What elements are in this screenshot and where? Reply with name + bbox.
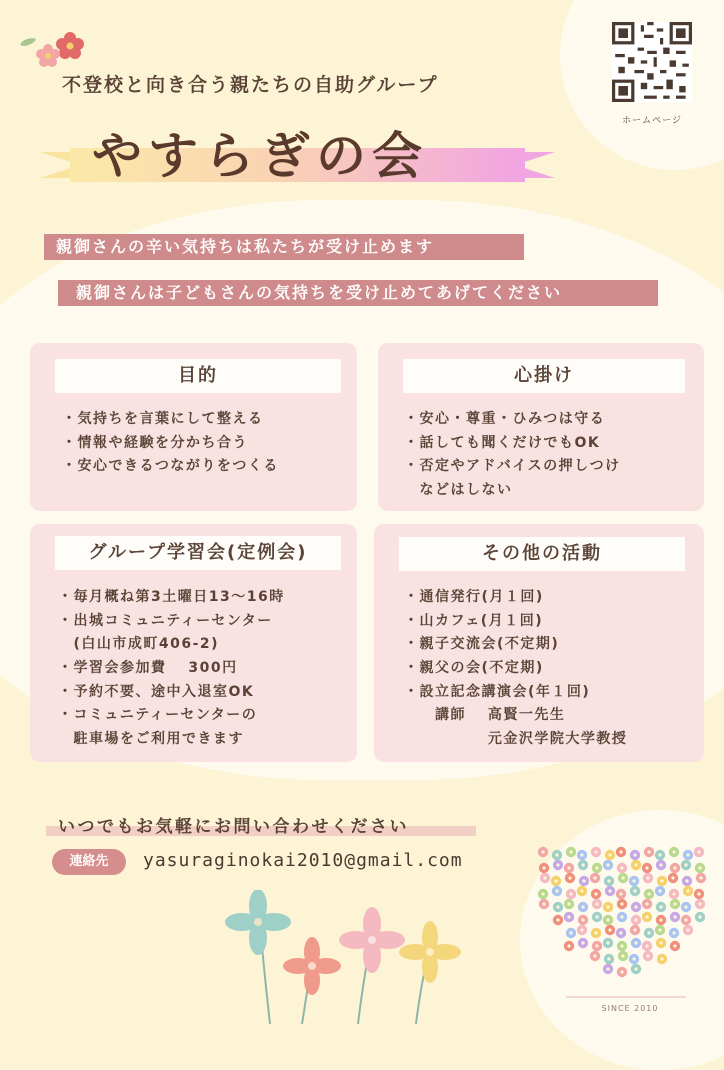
list-item: 元金沢学院大学教授 bbox=[404, 731, 628, 748]
list-item: 講師 高賢一先生 bbox=[404, 707, 566, 724]
list-item: (白山市成町406-2) bbox=[58, 636, 220, 653]
card-purpose-list bbox=[62, 408, 279, 479]
subtitle: 不登校と向き合う親たちの自助グループ bbox=[62, 74, 439, 96]
list-item: ・安心できるつながりをつくる bbox=[62, 458, 279, 475]
list-item: ・出城コミュニティーセンター bbox=[58, 612, 273, 629]
list-item: ・親子交流会(不定期) bbox=[404, 636, 560, 653]
card-meeting-title: グループ学習会(定例会) bbox=[55, 536, 341, 570]
banner-message-1: 親御さんの辛い気持ちは私たちが受け止めます bbox=[44, 234, 524, 260]
list-item: ・学習会参加費 300円 bbox=[58, 660, 238, 677]
list-item: ・親父の会(不定期) bbox=[404, 660, 544, 677]
contact-email-link[interactable]: yasuraginokai2010@gmail.com bbox=[143, 850, 463, 871]
contact-badge: 連絡先 bbox=[52, 849, 126, 875]
heart-flowers-logo-icon bbox=[536, 845, 716, 1005]
list-item: ・設立記念講演会(年１回) bbox=[404, 683, 591, 700]
list-item: ・話しても聞くだけでもOK bbox=[404, 434, 601, 451]
list-item: ・情報や経験を分かち合う bbox=[62, 434, 248, 451]
banner-message-2: 親御さんは子どもさんの気持ちを受け止めてあげてください bbox=[58, 280, 658, 306]
list-item: などはしない bbox=[404, 482, 513, 499]
card-other-title: その他の活動 bbox=[399, 537, 685, 571]
list-item: ・コミュニティーセンターの bbox=[58, 707, 258, 724]
card-mindset-title: 心掛け bbox=[403, 359, 685, 393]
flowers-illustration-icon bbox=[210, 890, 470, 1024]
since-label: SINCE 2010 bbox=[601, 1004, 659, 1013]
card-mindset-list bbox=[404, 408, 621, 503]
list-item: ・否定やアドバイスの押しつけ bbox=[404, 458, 621, 475]
card-other-list bbox=[404, 586, 627, 752]
list-item: ・安心・尊重・ひみつは守る bbox=[404, 411, 606, 427]
list-item: ・通信発行(月１回) bbox=[404, 589, 544, 605]
list-item: ・気持ちを言葉にして整える bbox=[62, 411, 264, 427]
card-meeting-list bbox=[58, 586, 285, 752]
list-item: 駐車場をご利用できます bbox=[58, 731, 244, 748]
list-item: ・山カフェ(月１回) bbox=[404, 612, 544, 629]
list-item: ・毎月概ね第3土曜日13～16時 bbox=[58, 589, 285, 605]
card-purpose-title: 目的 bbox=[55, 359, 341, 393]
page-title: やすらぎの会 bbox=[92, 127, 428, 185]
qr-code-icon[interactable] bbox=[612, 22, 692, 102]
qr-label: ホームページ bbox=[622, 116, 682, 126]
footer-note: いつでもお気軽にお問い合わせください bbox=[58, 817, 409, 837]
list-item: ・予約不要、途中入退室OK bbox=[58, 683, 255, 700]
